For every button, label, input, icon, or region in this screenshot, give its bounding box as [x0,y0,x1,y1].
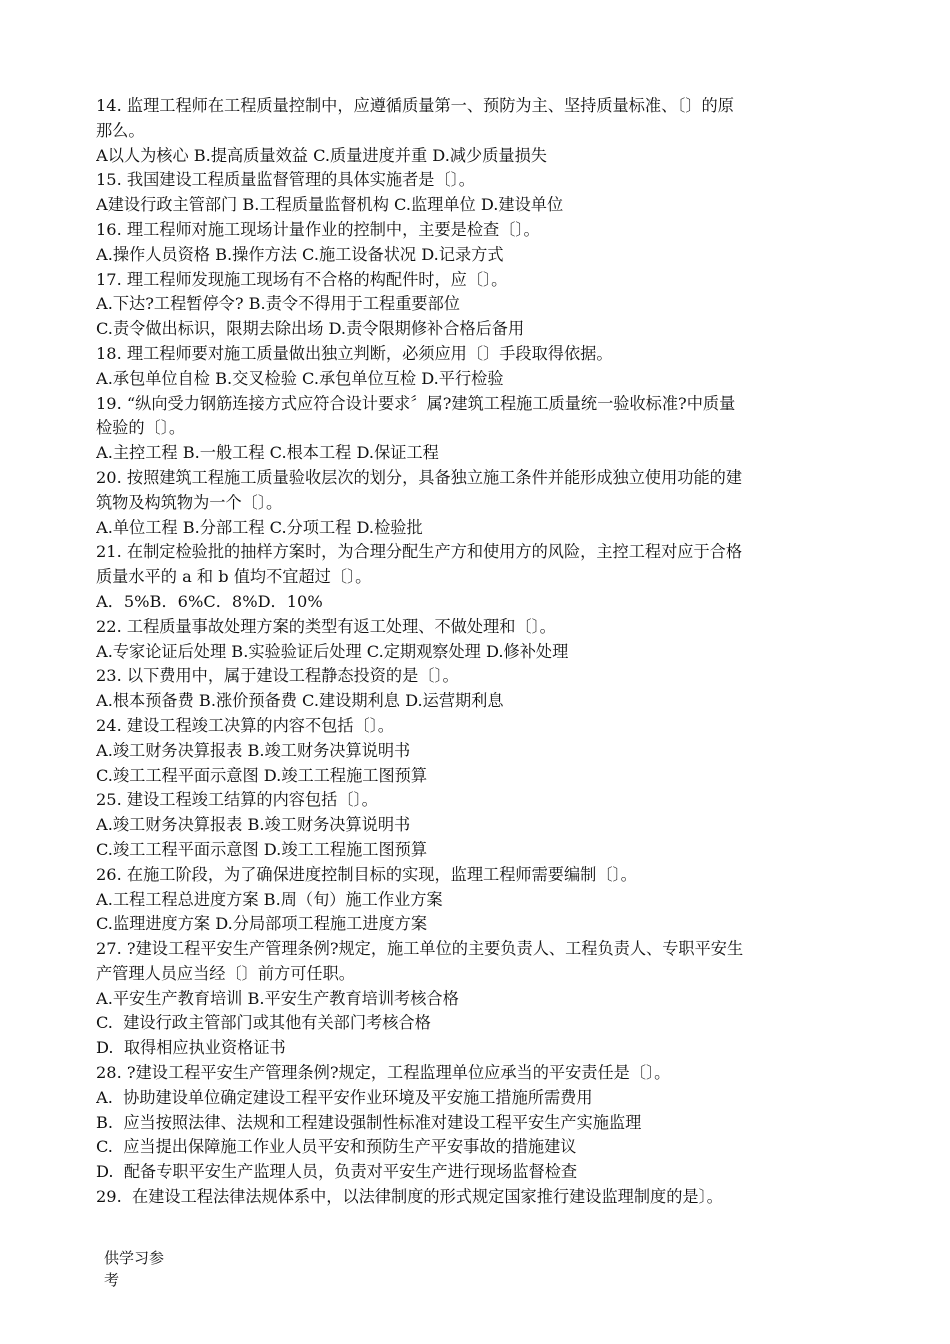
text-line: 28. ?建设工程平安生产管理条例?规定，工程监理单位应承当的平安责任是〔〕。 [96,1063,671,1083]
text-line: 那么。 [96,120,145,140]
text-line: 19. “纵向受力钢筋连接方式应符合设计要求〞属?建筑工程施工质量统一验收标准?中质量 [96,393,736,413]
text-line: A以人为核心 B.提高质量效益 C.质量进度并重 D.减少质量损失 [96,145,547,165]
text-line: A．5%B．6%C．8%D．10% [96,591,323,611]
text-line: 20. 按照建筑工程施工质量验收层次的划分，具备独立施工条件并能形成独立使用功能的建 [96,467,743,487]
text-line: 质量水平的 a 和 b 值均不宜超过〔〕。 [96,567,372,587]
text-line: A.操作人员资格 B.操作方法 C.施工设备状况 D.记录方式 [96,244,504,264]
text-line: A.竣工财务决算报表 B.竣工财务决算说明书 [96,815,411,835]
text-line: D. 取得相应执业资格证书 [96,1038,286,1058]
text-line: 29. 在建设工程法律法规体系中，以法律制度的形式规定国家推行建设监理制度的是〕。 [96,1187,723,1207]
text-line: 筑物及构筑物为一个〔〕。 [96,492,283,512]
text-line: 检验的〔〕。 [96,418,186,438]
text-line: C.竣工工程平面示意图 D.竣工工程施工图预算 [96,765,428,785]
text-line: 27. ?建设工程平安生产管理条例?规定，施工单位的主要负责人、工程负责人、专职平安生 [96,939,744,959]
text-line: A.单位工程 B.分部工程 C.分项工程 D.检验批 [96,517,423,537]
text-line: A建设行政主管部门 B.工程质量监督机构 C.监理单位 D.建设单位 [96,195,564,215]
text-line: 22. 工程质量事故处理方案的类型有返工处理、不做处理和〔〕。 [96,616,556,636]
text-line: 21. 在制定检验批的抽样方案时，为合理分配生产方和使用方的风险，主控工程对应于合格 [96,542,743,562]
text-line: A. 协助建设单位确定建设工程平安作业环境及平安施工措施所需费用 [96,1087,593,1107]
text-line: C. 建设行政主管部门或其他有关部门考核合格 [96,1013,431,1033]
text-line: 16. 理工程师对施工现场计量作业的控制中，主要是检查〔〕。 [96,219,540,239]
text-line: 25. 建设工程竣工结算的内容包括〔〕。 [96,790,378,810]
text-line: 产管理人员应当经〔〕前方可任职。 [96,963,355,983]
question-list [96,94,866,1210]
text-line: B. 应当按照法律、法规和工程建设强制性标准对建设工程平安生产实施监理 [96,1112,642,1132]
text-line: C.竣工工程平面示意图 D.竣工工程施工图预算 [96,839,428,859]
text-line: D. 配备专职平安生产监理人员，负责对平安生产进行现场监督检查 [96,1162,578,1182]
text-line: A.承包单位自检 B.交叉检验 C.承包单位互检 D.平行检验 [96,368,504,388]
text-line: A.根本预备费 B.涨价预备费 C.建设期利息 D.运营期利息 [96,691,504,711]
text-line: A.主控工程 B.一般工程 C.根本工程 D.保证工程 [96,443,439,463]
footer-line-2: 考 [104,1271,120,1289]
footer-line-1: 供学习参 [104,1249,165,1267]
text-line: A.专家论证后处理 B.实验验证后处理 C.定期观察处理 D.修补处理 [96,641,569,661]
text-line: A.平安生产教育培训 B.平安生产教育培训考核合格 [96,988,459,1008]
text-line: C.责令做出标识，限期去除出场 D.责令限期修补合格后备用 [96,319,525,339]
text-line: 24. 建设工程竣工决算的内容不包括〔〕。 [96,715,394,735]
text-line: 23. 以下费用中，属于建设工程静态投资的是〔〕。 [96,666,459,686]
text-line: 17. 理工程师发现施工现场有不合格的构配件时，应〔〕。 [96,269,508,289]
text-line: 14. 监理工程师在工程质量控制中，应遵循质量第一、预防为主、坚持质量标准、〔〕的原 [96,96,734,115]
text-line: C. 应当提出保障施工作业人员平安和预防生产平安事故的措施建议 [96,1137,577,1157]
text-line: 18. 理工程师要对施工质量做出独立判断，必须应用〔〕手段取得依据。 [96,343,613,363]
text-line: 26. 在施工阶段，为了确保进度控制目标的实现，监理工程师需要编制〔〕。 [96,864,637,884]
text-line: A.竣工财务决算报表 B.竣工财务决算说明书 [96,740,411,760]
page-footer [104,1247,224,1291]
text-line: A.工程工程总进度方案 B.周（旬）施工作业方案 [96,889,443,909]
text-line: 15. 我国建设工程质量监督管理的具体实施者是〔〕。 [96,170,475,190]
text-line: C.监理进度方案 D.分局部项工程施工进度方案 [96,914,428,934]
text-line: A.下达?工程暂停令? B.责令不得用于工程重要部位 [96,294,460,314]
